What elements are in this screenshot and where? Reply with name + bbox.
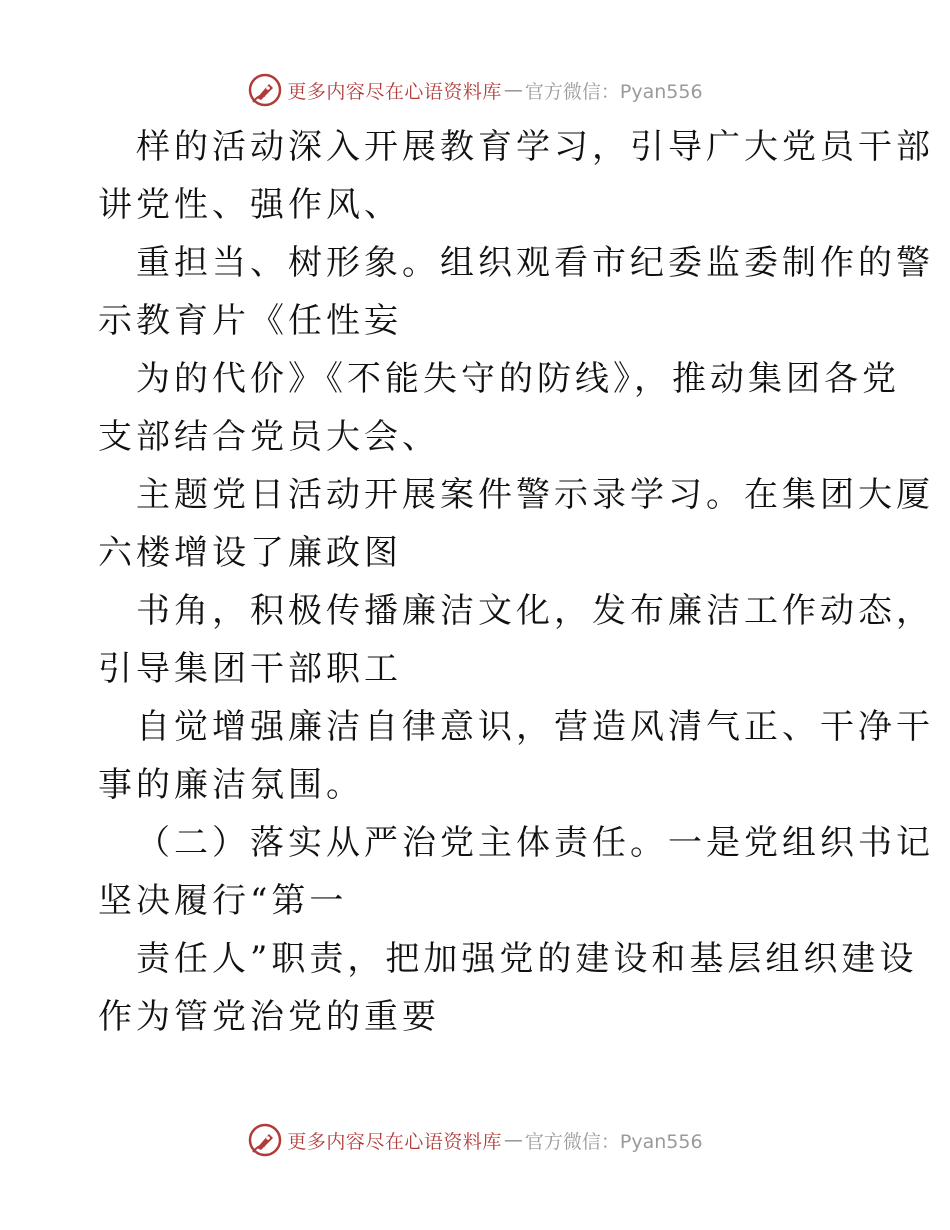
body-line: 讲党性、强作风、 (98, 185, 402, 225)
body-line: 样的活动深入开展教育学习，引导广大党员干部 (136, 127, 934, 167)
header-banner-dash: — (503, 79, 523, 101)
body-line: 书角，积极传播廉洁文化，发布廉洁工作动态， (136, 591, 934, 631)
body-line: 事的廉洁氛围。 (98, 765, 364, 805)
body-line: 主题党日活动开展案件警示录学习。在集团大厦 (136, 475, 934, 515)
footer-banner-dash: — (503, 1129, 523, 1151)
body-line: 作为管党治党的重要 (98, 997, 440, 1037)
body-line: 坚决履行“第一 (98, 881, 348, 921)
body-line: 六楼增设了廉政图 (98, 533, 402, 573)
body-line: 支部结合党员大会、 (98, 417, 440, 457)
header-wechat-text: 官方微信：Pyan556 (524, 80, 703, 103)
footer-wechat-text: 官方微信：Pyan556 (524, 1130, 703, 1153)
page-header-banner (0, 70, 950, 110)
header-banner-text: 更多内容尽在心语资料库 (287, 80, 502, 103)
page-footer-banner (0, 1120, 950, 1160)
footer-banner-text: 更多内容尽在心语资料库 (287, 1130, 502, 1153)
body-line: 重担当、树形象。组织观看市纪委监委制作的警 (136, 243, 934, 283)
body-line: 自觉增强廉洁自律意识，营造风清气正、干净干 (136, 707, 934, 747)
body-line: 责任人”职责，把加强党的建设和基层组织建设 (136, 939, 918, 979)
pen-nib-circle-icon (247, 1122, 283, 1158)
section-heading-line: （二）落实从严治党主体责任。一是党组织书记 (136, 823, 934, 863)
body-line: 示教育片《任性妄 (98, 301, 402, 341)
pen-nib-circle-icon (247, 72, 283, 108)
document-body (98, 118, 934, 1046)
body-line: 引导集团干部职工 (98, 649, 402, 689)
body-line: 为的代价》《不能失守的防线》，推动集团各党 (136, 359, 900, 399)
